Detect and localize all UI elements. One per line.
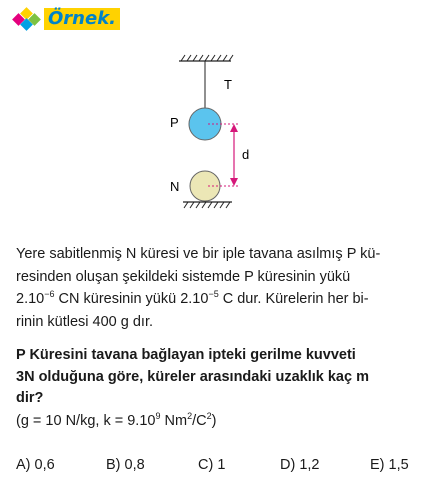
statement-line-3: $2.10^{-6}$ CN küresinin yükü $2.10^{-5}$ C dur. Kürelerin her bi- xyxy=(16,289,369,307)
choice-d[interactable]: D) 1,2 xyxy=(280,457,320,473)
n-ball-label: N xyxy=(170,179,180,194)
statement-line-4: rinin kütlesi 400 g dır. xyxy=(16,313,154,330)
choice-b[interactable]: B) 0,8 xyxy=(106,457,145,473)
example-label: Örnek. xyxy=(44,8,120,30)
n-ball xyxy=(190,171,220,201)
question-line-3: dir? xyxy=(16,390,44,406)
tension-label: T xyxy=(224,77,232,92)
choice-a[interactable]: A) 0,6 xyxy=(16,457,55,473)
given-constants: (g = 10 N/kg, $k = 9.10^9$ $Nm^2/C^2$) xyxy=(16,411,217,429)
problem-statement xyxy=(16,243,416,333)
physics-figure xyxy=(0,0,429,240)
ground-support xyxy=(183,202,232,208)
distance-label: d xyxy=(242,147,250,162)
question-line-1: P Küresini tavana bağlayan ipteki gerilme kuvveti xyxy=(16,347,356,363)
ceiling-support xyxy=(179,55,233,61)
choice-c[interactable]: C) 1 xyxy=(198,457,226,473)
question-line-2: 3N olduğuna göre, küreler arasındaki uzaklık kaç m xyxy=(16,368,369,385)
statement-line-1: Yere sabitlenmiş N küresi ve bir iple tavana asılmış P kü- xyxy=(16,246,381,262)
statement-line-2: resinden oluşan şekildeki sistemde P küresinin yükü xyxy=(16,268,351,285)
question-text xyxy=(16,345,416,410)
p-ball-label: P xyxy=(170,115,179,130)
choice-e[interactable]: E) 1,5 xyxy=(370,457,409,473)
